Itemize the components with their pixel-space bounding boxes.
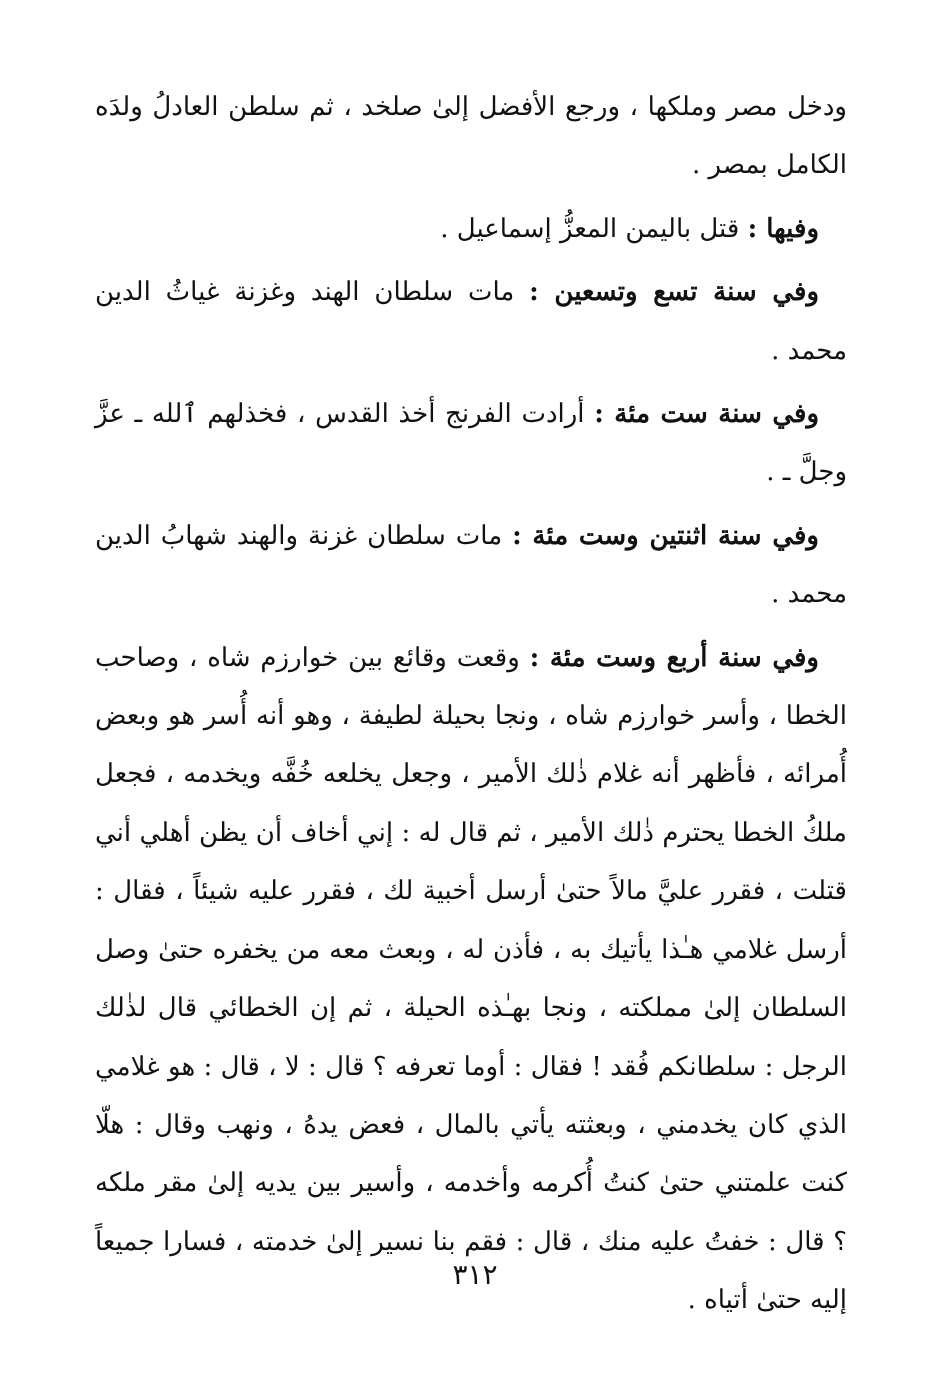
- paragraph-text: مات سلطان غزنة والهند شهابُ الدين محمد .: [95, 520, 847, 610]
- paragraph-lead: وفي سنة أربع وست مئة :: [529, 642, 819, 673]
- paragraph-lead: وفي سنة ست مئة :: [594, 399, 820, 430]
- paragraph: [95, 507, 847, 624]
- page-body: [95, 78, 847, 1335]
- paragraph: [95, 629, 847, 1330]
- paragraph-text: ودخل مصر وملكها ، ورجع الأفضل إلىٰ صلخد ، ثم سلطن العادلُ ولدَه الكامل بمصر .: [95, 92, 847, 181]
- paragraph: [95, 263, 847, 380]
- paragraph: [95, 385, 847, 502]
- paragraph-lead: وفي سنة تسع وتسعين :: [529, 277, 820, 308]
- paragraph-lead: وفيها :: [747, 213, 819, 244]
- page-number: ٣١٢: [452, 1258, 498, 1291]
- paragraph: [95, 78, 847, 195]
- paragraph: [95, 200, 847, 258]
- paragraph-text: أرادت الفرنج أخذ القدس ، فخذلهم ٱلله ـ عزَّ وجلَّ ـ .: [95, 399, 847, 488]
- paragraph-lead: وفي سنة اثنتين وست مئة :: [512, 520, 819, 551]
- paragraph-text: وقعت وقائع بين خوارزم شاه ، وصاحب الخطا ، وأسر خوارزم شاه ، ونجا بحيلة لطيفة ، وهو أنه أُسر هو وبعض أُمرائه ، فأظهر أنه غلام ذٰلك الأمير ، وجعل يخلعه خُفَّه ويخدمه ، فجعل ملكُ الخطا يحترم ذٰلك الأمير ، ثم قال له : إني أخاف أن يظن أهلي أني قتلت ، فقرر عليَّ مالاً حتىٰ أرسل أخبية لك ، فقرر عليه شيئاً ، فقال : أرسل غلامي هـٰذا يأتيك به ، فأذن له ، وبعث معه من يخفره حتىٰ وصل السلطان إلىٰ مملكته ، ونجا بهـٰذه الحيلة ، ثم إن الخطائي قال لذٰلك الرجل : سلطانكم فُقد ! فقال : أوما تعرفه ؟ قال : لا ، قال : هو غلامي الذي كان يخدمني ، وبعثته يأتي بالمال ، فعض يدهُ ، ونهب وقال : هلّا كنت علمتني حتىٰ كنتُ أُكرمه وأخدمه ، وأسير بين يديه إلىٰ مقر ملكه ؟ قال : خفتُ عليه منك ، قال : فقم بنا نسير إلىٰ خدمته ، فسارا جميعاً إليه حتىٰ أتياه .: [95, 642, 847, 1316]
- paragraph-text: مات سلطان الهند وغزنة غياثُ الدين محمد .: [95, 277, 847, 366]
- paragraph-text: قتل باليمن المعزُّ إسماعيل .: [440, 213, 748, 244]
